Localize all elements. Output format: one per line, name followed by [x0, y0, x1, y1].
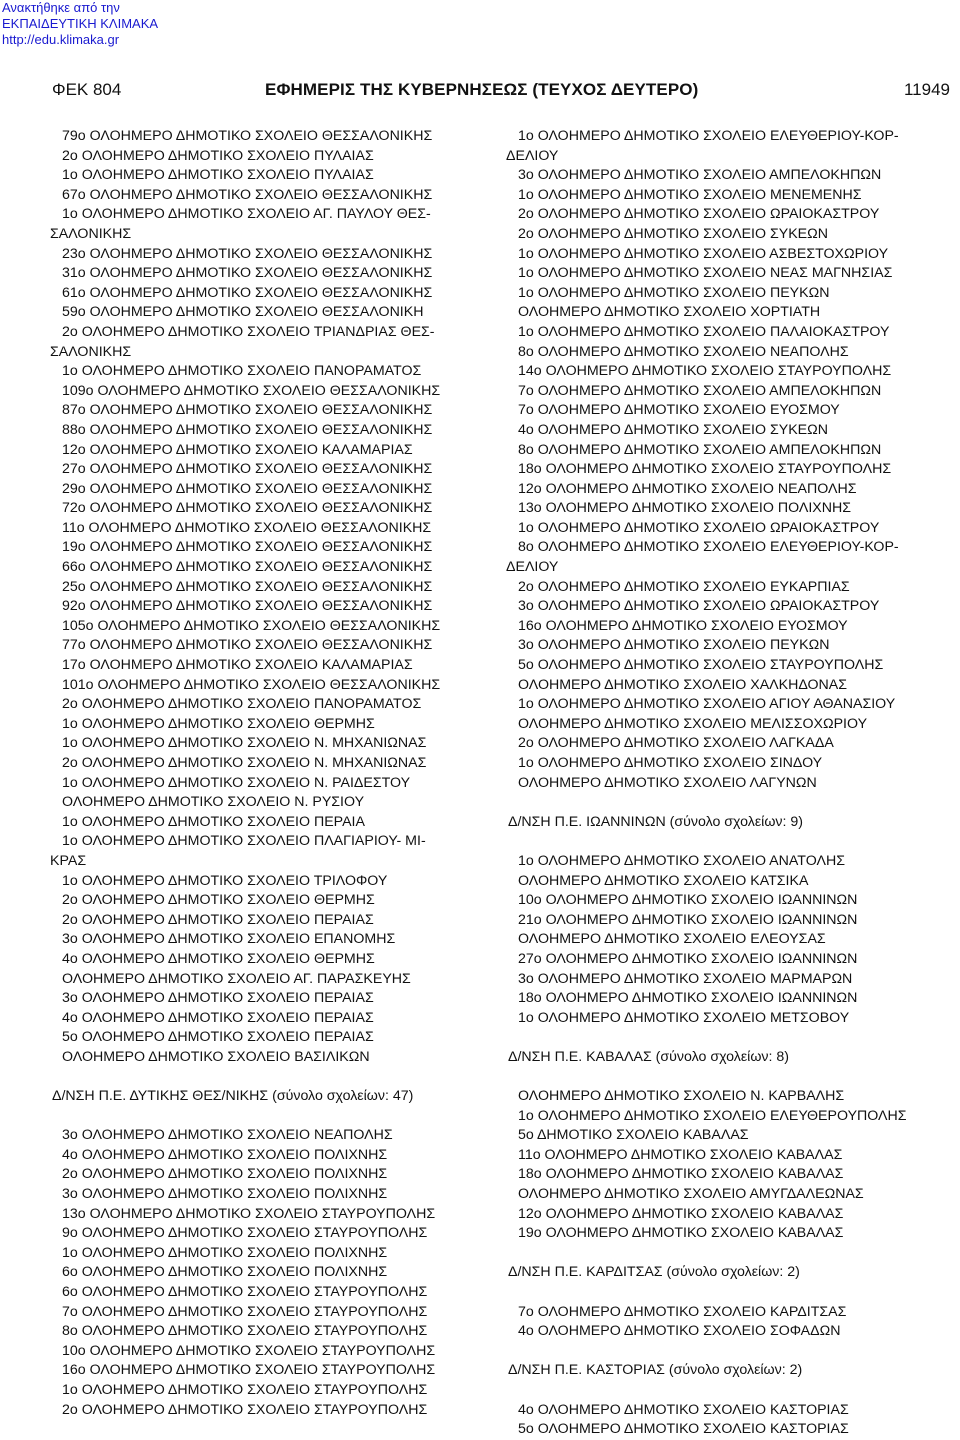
left-column	[50, 127, 492, 1420]
school-name: ΟΛΟΗΜΕΡΟ ΔΗΜΟΤΙΚΟ ΣΧΟΛΕΙΟ ΜΕΛΙΣΣΟΧΩΡΙΟΥ	[518, 715, 868, 732]
source-watermark	[2, 0, 158, 48]
school-name: 3ο ΟΛΟΗΜΕΡΟ ΔΗΜΟΤΙΚΟ ΣΧΟΛΕΙΟ ΜΑΡΜΑΡΩΝ	[518, 970, 853, 987]
school-name: 101ο ΟΛΟΗΜΕΡΟ ΔΗΜΟΤΙΚΟ ΣΧΟΛΕΙΟ ΘΕΣΣΑΛΟΝΙΚΗΣ	[62, 676, 441, 693]
school-name: 1ο ΟΛΟΗΜΕΡΟ ΔΗΜΟΤΙΚΟ ΣΧΟΛΕΙΟ ΤΡΙΛΟΦΟΥ	[62, 872, 388, 889]
school-name: 88ο ΟΛΟΗΜΕΡΟ ΔΗΜΟΤΙΚΟ ΣΧΟΛΕΙΟ ΘΕΣΣΑΛΟΝΙΚΗΣ	[62, 421, 433, 438]
school-name: 5ο ΟΛΟΗΜΕΡΟ ΔΗΜΟΤΙΚΟ ΣΧΟΛΕΙΟ ΠΕΡΑΙΑΣ	[62, 1029, 374, 1046]
school-name-continuation: ΔΕΛΙΟΥ	[506, 147, 559, 164]
spacer	[62, 1068, 492, 1088]
school-name: 3ο ΟΛΟΗΜΕΡΟ ΔΗΜΟΤΙΚΟ ΣΧΟΛΕΙΟ ΠΕΡΑΙΑΣ	[62, 990, 374, 1007]
school-name: 1ο ΟΛΟΗΜΕΡΟ ΔΗΜΟΤΙΚΟ ΣΧΟΛΕΙΟ ΕΛΕΥΘΕΡΟΥΠΟΛΗΣ	[518, 1107, 907, 1124]
right-column	[506, 127, 958, 1440]
school-name: 4ο ΟΛΟΗΜΕΡΟ ΔΗΜΟΤΙΚΟ ΣΧΟΛΕΙΟ ΣΟΦΑΔΩΝ	[518, 1323, 841, 1340]
school-name: 105ο ΟΛΟΗΜΕΡΟ ΔΗΜΟΤΙΚΟ ΣΧΟΛΕΙΟ ΘΕΣΣΑΛΟΝΙΚΗΣ	[62, 617, 441, 634]
school-name: 23ο ΟΛΟΗΜΕΡΟ ΔΗΜΟΤΙΚΟ ΣΧΟΛΕΙΟ ΘΕΣΣΑΛΟΝΙΚΗΣ	[62, 245, 433, 262]
directorate-heading: Δ/ΝΣΗ Π.Ε. ΚΑΣΤΟΡΙΑΣ (σύνολο σχολείων: 2)	[508, 1362, 803, 1379]
school-name: 1ο ΟΛΟΗΜΕΡΟ ΔΗΜΟΤΙΚΟ ΣΧΟΛΕΙΟ ΑΓΙΟΥ ΑΘΑΝΑΣΙΟΥ	[518, 696, 896, 713]
school-name: 12ο ΟΛΟΗΜΕΡΟ ΔΗΜΟΤΙΚΟ ΣΧΟΛΕΙΟ ΚΑΛΑΜΑΡΙΑΣ	[62, 441, 413, 458]
school-name: 2ο ΟΛΟΗΜΕΡΟ ΔΗΜΟΤΙΚΟ ΣΧΟΛΕΙΟ ΠΕΡΑΙΑΣ	[62, 911, 374, 928]
directorate-heading: Δ/ΝΣΗ Π.Ε. ΚΑΡΔΙΤΣΑΣ (σύνολο σχολείων: 2)	[508, 1264, 800, 1281]
issue-number: ΦΕΚ 804	[52, 80, 122, 99]
spacer	[518, 1381, 958, 1401]
school-name: 8ο ΟΛΟΗΜΕΡΟ ΔΗΜΟΤΙΚΟ ΣΧΟΛΕΙΟ ΕΛΕΥΘΕΡΙΟΥ-ΚΟΡ-	[518, 539, 899, 556]
school-name: 2ο ΟΛΟΗΜΕΡΟ ΔΗΜΟΤΙΚΟ ΣΧΟΛΕΙΟ ΩΡΑΙΟΚΑΣΤΡΟΥ	[518, 206, 880, 223]
school-name: 1ο ΟΛΟΗΜΕΡΟ ΔΗΜΟΤΙΚΟ ΣΧΟΛΕΙΟ Ν. ΜΗΧΑΝΙΩΝΑΣ	[62, 735, 427, 752]
watermark-url-link[interactable]: http://edu.klimaka.gr	[2, 32, 120, 47]
directorate-heading: Δ/ΝΣΗ Π.Ε. ΚΑΒΑΛΑΣ (σύνολο σχολείων: 8)	[508, 1048, 790, 1065]
school-name: 1ο ΟΛΟΗΜΕΡΟ ΔΗΜΟΤΙΚΟ ΣΧΟΛΕΙΟ ΜΕΤΣΟΒΟΥ	[518, 1009, 850, 1026]
school-name: 1ο ΟΛΟΗΜΕΡΟ ΔΗΜΟΤΙΚΟ ΣΧΟΛΕΙΟ ΕΛΕΥΘΕΡΙΟΥ-ΚΟΡ-	[518, 128, 899, 144]
school-name: 2ο ΟΛΟΗΜΕΡΟ ΔΗΜΟΤΙΚΟ ΣΧΟΛΕΙΟ Ν. ΜΗΧΑΝΙΩΝΑΣ	[62, 755, 427, 771]
spacer	[518, 793, 958, 813]
directorate-heading: Δ/ΝΣΗ Π.Ε. ΔΥΤΙΚΗΣ ΘΕΣ/ΝΙΚΗΣ (σύνολο σχολείων: 47)	[52, 1088, 414, 1105]
school-name: 2ο ΟΛΟΗΜΕΡΟ ΔΗΜΟΤΙΚΟ ΣΧΟΛΕΙΟ ΠΑΝΟΡΑΜΑΤΟΣ	[62, 696, 422, 713]
school-name: ΟΛΟΗΜΕΡΟ ΔΗΜΟΤΙΚΟ ΣΧΟΛΕΙΟ Ν. ΡΥΣΙΟΥ	[62, 794, 365, 811]
page-header	[52, 80, 950, 108]
school-name: 1ο ΟΛΟΗΜΕΡΟ ΔΗΜΟΤΙΚΟ ΣΧΟΛΕΙΟ ΝΕΑΣ ΜΑΓΝΗΣΙΑΣ	[518, 265, 893, 282]
school-name: 12ο ΟΛΟΗΜΕΡΟ ΔΗΜΟΤΙΚΟ ΣΧΟΛΕΙΟ ΝΕΑΠΟΛΗΣ	[518, 480, 857, 497]
spacer	[518, 832, 958, 852]
school-name: 2ο ΟΛΟΗΜΕΡΟ ΔΗΜΟΤΙΚΟ ΣΧΟΛΕΙΟ ΠΟΛΙΧΝΗΣ	[62, 1166, 388, 1183]
school-name: ΟΛΟΗΜΕΡΟ ΔΗΜΟΤΙΚΟ ΣΧΟΛΕΙΟ ΛΑΓΥΝΩΝ	[518, 774, 817, 791]
school-name: 10ο ΟΛΟΗΜΕΡΟ ΔΗΜΟΤΙΚΟ ΣΧΟΛΕΙΟ ΙΩΑΝΝΙΝΩΝ	[518, 892, 858, 909]
school-name: 8ο ΟΛΟΗΜΕΡΟ ΔΗΜΟΤΙΚΟ ΣΧΟΛΕΙΟ ΝΕΑΠΟΛΗΣ	[518, 343, 849, 360]
school-name: 11ο ΟΛΟΗΜΕΡΟ ΔΗΜΟΤΙΚΟ ΣΧΟΛΕΙΟ ΚΑΒΑΛΑΣ	[518, 1146, 843, 1163]
school-name: ΟΛΟΗΜΕΡΟ ΔΗΜΟΤΙΚΟ ΣΧΟΛΕΙΟ ΑΓ. ΠΑΡΑΣΚΕΥΗΣ	[62, 970, 411, 987]
school-name: 10ο ΟΛΟΗΜΕΡΟ ΔΗΜΟΤΙΚΟ ΣΧΟΛΕΙΟ ΣΤΑΥΡΟΥΠΟΛΗΣ	[62, 1342, 436, 1359]
school-name: 92ο ΟΛΟΗΜΕΡΟ ΔΗΜΟΤΙΚΟ ΣΧΟΛΕΙΟ ΘΕΣΣΑΛΟΝΙΚΗΣ	[62, 598, 433, 615]
school-name: 13ο ΟΛΟΗΜΕΡΟ ΔΗΜΟΤΙΚΟ ΣΧΟΛΕΙΟ ΠΟΛΙΧΝΗΣ	[518, 500, 852, 517]
school-name: 19ο ΟΛΟΗΜΕΡΟ ΔΗΜΟΤΙΚΟ ΣΧΟΛΕΙΟ ΚΑΒΑΛΑΣ	[518, 1225, 844, 1242]
school-name: 1ο ΟΛΟΗΜΕΡΟ ΔΗΜΟΤΙΚΟ ΣΧΟΛΕΙΟ ΠΕΡΑΙΑ	[62, 813, 365, 830]
school-name: ΟΛΟΗΜΕΡΟ ΔΗΜΟΤΙΚΟ ΣΧΟΛΕΙΟ Ν. ΚΑΡΒΑΛΗΣ	[518, 1088, 845, 1105]
school-name: 8ο ΟΛΟΗΜΕΡΟ ΔΗΜΟΤΙΚΟ ΣΧΟΛΕΙΟ ΑΜΠΕΛΟΚΗΠΩΝ	[518, 441, 882, 458]
school-name: 3ο ΟΛΟΗΜΕΡΟ ΔΗΜΟΤΙΚΟ ΣΧΟΛΕΙΟ ΝΕΑΠΟΛΗΣ	[62, 1127, 393, 1144]
school-name: 6ο ΟΛΟΗΜΕΡΟ ΔΗΜΟΤΙΚΟ ΣΧΟΛΕΙΟ ΣΤΑΥΡΟΥΠΟΛΗΣ	[62, 1284, 428, 1301]
school-name: 2ο ΟΛΟΗΜΕΡΟ ΔΗΜΟΤΙΚΟ ΣΧΟΛΕΙΟ ΠΥΛΑΙΑΣ	[62, 147, 374, 164]
school-name: 4ο ΟΛΟΗΜΕΡΟ ΔΗΜΟΤΙΚΟ ΣΧΟΛΕΙΟ ΘΕΡΜΗΣ	[62, 950, 375, 967]
school-name: 5ο ΟΛΟΗΜΕΡΟ ΔΗΜΟΤΙΚΟ ΣΧΟΛΕΙΟ ΚΑΣΤΟΡΙΑΣ	[518, 1421, 849, 1438]
school-name: 1ο ΟΛΟΗΜΕΡΟ ΔΗΜΟΤΙΚΟ ΣΧΟΛΕΙΟ ΠΛΑΓΙΑΡΙΟΥ- ΜΙ-	[62, 833, 426, 850]
school-name: 2ο ΟΛΟΗΜΕΡΟ ΔΗΜΟΤΙΚΟ ΣΧΟΛΕΙΟ ΣΤΑΥΡΟΥΠΟΛΗΣ	[62, 1401, 428, 1418]
school-name: 1ο ΟΛΟΗΜΕΡΟ ΔΗΜΟΤΙΚΟ ΣΧΟΛΕΙΟ ΘΕΡΜΗΣ	[62, 715, 375, 732]
spacer	[518, 1068, 958, 1088]
school-name-continuation: ΣΑΛΟΝΙΚΗΣ	[50, 225, 132, 242]
school-name: 2ο ΟΛΟΗΜΕΡΟ ΔΗΜΟΤΙΚΟ ΣΧΟΛΕΙΟ ΛΑΓΚΑΔΑ	[518, 735, 834, 752]
school-name: 4ο ΟΛΟΗΜΕΡΟ ΔΗΜΟΤΙΚΟ ΣΧΟΛΕΙΟ ΣΥΚΕΩΝ	[518, 421, 828, 438]
school-name: 4ο ΟΛΟΗΜΕΡΟ ΔΗΜΟΤΙΚΟ ΣΧΟΛΕΙΟ ΠΟΛΙΧΝΗΣ	[62, 1146, 388, 1163]
school-name: 1ο ΟΛΟΗΜΕΡΟ ΔΗΜΟΤΙΚΟ ΣΧΟΛΕΙΟ ΠΟΛΙΧΝΗΣ	[62, 1244, 388, 1261]
school-name: 109ο ΟΛΟΗΜΕΡΟ ΔΗΜΟΤΙΚΟ ΣΧΟΛΕΙΟ ΘΕΣΣΑΛΟΝΙΚΗΣ	[62, 382, 441, 399]
school-name: 12ο ΟΛΟΗΜΕΡΟ ΔΗΜΟΤΙΚΟ ΣΧΟΛΕΙΟ ΚΑΒΑΛΑΣ	[518, 1205, 844, 1222]
school-name: 1ο ΟΛΟΗΜΕΡΟ ΔΗΜΟΤΙΚΟ ΣΧΟΛΕΙΟ ΑΓ. ΠΑΥΛΟΥ ΘΕΣ-	[62, 206, 431, 223]
school-name: 11ο ΟΛΟΗΜΕΡΟ ΔΗΜΟΤΙΚΟ ΣΧΟΛΕΙΟ ΘΕΣΣΑΛΟΝΙΚΗΣ	[62, 519, 432, 536]
school-name: 2ο ΟΛΟΗΜΕΡΟ ΔΗΜΟΤΙΚΟ ΣΧΟΛΕΙΟ ΕΥΚΑΡΠΙΑΣ	[518, 578, 850, 595]
spacer	[62, 1107, 492, 1127]
school-name: 61ο ΟΛΟΗΜΕΡΟ ΔΗΜΟΤΙΚΟ ΣΧΟΛΕΙΟ ΘΕΣΣΑΛΟΝΙΚΗΣ	[62, 284, 433, 301]
school-name: 13ο ΟΛΟΗΜΕΡΟ ΔΗΜΟΤΙΚΟ ΣΧΟΛΕΙΟ ΣΤΑΥΡΟΥΠΟΛΗΣ	[62, 1205, 436, 1222]
school-name: 7ο ΟΛΟΗΜΕΡΟ ΔΗΜΟΤΙΚΟ ΣΧΟΛΕΙΟ ΚΑΡΔΙΤΣΑΣ	[518, 1303, 847, 1320]
school-name: 1ο ΟΛΟΗΜΕΡΟ ΔΗΜΟΤΙΚΟ ΣΧΟΛΕΙΟ ΑΝΑΤΟΛΗΣ	[518, 852, 845, 869]
school-name: ΟΛΟΗΜΕΡΟ ΔΗΜΟΤΙΚΟ ΣΧΟΛΕΙΟ ΑΜΥΓΔΑΛΕΩΝΑΣ	[518, 1186, 864, 1203]
school-name: 18ο ΟΛΟΗΜΕΡΟ ΔΗΜΟΤΙΚΟ ΣΧΟΛΕΙΟ ΚΑΒΑΛΑΣ	[518, 1166, 844, 1183]
school-name: 1ο ΟΛΟΗΜΕΡΟ ΔΗΜΟΤΙΚΟ ΣΧΟΛΕΙΟ ΑΣΒΕΣΤΟΧΩΡΙΟΥ	[518, 245, 889, 262]
school-name: 3ο ΟΛΟΗΜΕΡΟ ΔΗΜΟΤΙΚΟ ΣΧΟΛΕΙΟ ΑΜΠΕΛΟΚΗΠΩΝ	[518, 167, 882, 184]
school-name: 31ο ΟΛΟΗΜΕΡΟ ΔΗΜΟΤΙΚΟ ΣΧΟΛΕΙΟ ΘΕΣΣΑΛΟΝΙΚΗΣ	[62, 265, 433, 282]
school-name: 29ο ΟΛΟΗΜΕΡΟ ΔΗΜΟΤΙΚΟ ΣΧΟΛΕΙΟ ΘΕΣΣΑΛΟΝΙΚΗΣ	[62, 480, 433, 497]
school-name: 77ο ΟΛΟΗΜΕΡΟ ΔΗΜΟΤΙΚΟ ΣΧΟΛΕΙΟ ΘΕΣΣΑΛΟΝΙΚΗΣ	[62, 637, 433, 654]
school-name: 14ο ΟΛΟΗΜΕΡΟ ΔΗΜΟΤΙΚΟ ΣΧΟΛΕΙΟ ΣΤΑΥΡΟΥΠΟΛΗΣ	[518, 363, 892, 380]
school-name: 1ο ΟΛΟΗΜΕΡΟ ΔΗΜΟΤΙΚΟ ΣΧΟΛΕΙΟ ΠΥΛΑΙΑΣ	[62, 167, 374, 184]
gazette-title: ΕΦΗΜΕΡΙΣ ΤΗΣ ΚΥΒΕΡΝΗΣΕΩΣ (ΤΕΥΧΟΣ ΔΕΥΤΕΡΟ)	[265, 80, 699, 99]
school-name: 1ο ΟΛΟΗΜΕΡΟ ΔΗΜΟΤΙΚΟ ΣΧΟΛΕΙΟ Ν. ΡΑΙΔΕΣΤΟΥ	[62, 774, 411, 791]
school-name: 5ο ΔΗΜΟΤΙΚΟ ΣΧΟΛΕΙΟ ΚΑΒΑΛΑΣ	[518, 1127, 749, 1144]
school-name: 2ο ΟΛΟΗΜΕΡΟ ΔΗΜΟΤΙΚΟ ΣΧΟΛΕΙΟ ΣΥΚΕΩΝ	[518, 225, 828, 242]
watermark-line-2: ΕΚΠΑΙΔΕΥΤΙΚΗ ΚΛΙΜΑΚΑ	[2, 16, 159, 31]
school-name: 1ο ΟΛΟΗΜΕΡΟ ΔΗΜΟΤΙΚΟ ΣΧΟΛΕΙΟ ΠΕΥΚΩΝ	[518, 284, 830, 301]
school-name: 18ο ΟΛΟΗΜΕΡΟ ΔΗΜΟΤΙΚΟ ΣΧΟΛΕΙΟ ΙΩΑΝΝΙΝΩΝ	[518, 990, 858, 1007]
school-name: 1ο ΟΛΟΗΜΕΡΟ ΔΗΜΟΤΙΚΟ ΣΧΟΛΕΙΟ ΣΙΝΔΟΥ	[518, 755, 823, 771]
school-name: 2ο ΟΛΟΗΜΕΡΟ ΔΗΜΟΤΙΚΟ ΣΧΟΛΕΙΟ ΤΡΙΑΝΔΡΙΑΣ ΘΕΣ-	[62, 323, 435, 340]
school-name: 3ο ΟΛΟΗΜΕΡΟ ΔΗΜΟΤΙΚΟ ΣΧΟΛΕΙΟ ΠΟΛΙΧΝΗΣ	[62, 1186, 388, 1203]
school-name: 6ο ΟΛΟΗΜΕΡΟ ΔΗΜΟΤΙΚΟ ΣΧΟΛΕΙΟ ΠΟΛΙΧΝΗΣ	[62, 1264, 388, 1281]
school-name: 7ο ΟΛΟΗΜΕΡΟ ΔΗΜΟΤΙΚΟ ΣΧΟΛΕΙΟ ΑΜΠΕΛΟΚΗΠΩΝ	[518, 382, 882, 399]
school-name: 87ο ΟΛΟΗΜΕΡΟ ΔΗΜΟΤΙΚΟ ΣΧΟΛΕΙΟ ΘΕΣΣΑΛΟΝΙΚΗΣ	[62, 402, 433, 419]
page-number: 11949	[903, 80, 950, 99]
school-name: 2ο ΟΛΟΗΜΕΡΟ ΔΗΜΟΤΙΚΟ ΣΧΟΛΕΙΟ ΘΕΡΜΗΣ	[62, 892, 375, 909]
school-name: 25ο ΟΛΟΗΜΕΡΟ ΔΗΜΟΤΙΚΟ ΣΧΟΛΕΙΟ ΘΕΣΣΑΛΟΝΙΚΗΣ	[62, 578, 433, 595]
school-name: ΟΛΟΗΜΕΡΟ ΔΗΜΟΤΙΚΟ ΣΧΟΛΕΙΟ ΚΑΤΣΙΚΑ	[518, 872, 809, 889]
school-name: 1ο ΟΛΟΗΜΕΡΟ ΔΗΜΟΤΙΚΟ ΣΧΟΛΕΙΟ ΜΕΝΕΜΕΝΗΣ	[518, 186, 862, 203]
school-name: 17ο ΟΛΟΗΜΕΡΟ ΔΗΜΟΤΙΚΟ ΣΧΟΛΕΙΟ ΚΑΛΑΜΑΡΙΑΣ	[62, 657, 413, 674]
spacer	[518, 1342, 958, 1362]
school-name: 16ο ΟΛΟΗΜΕΡΟ ΔΗΜΟΤΙΚΟ ΣΧΟΛΕΙΟ ΣΤΑΥΡΟΥΠΟΛΗΣ	[62, 1362, 436, 1379]
school-name: 79ο ΟΛΟΗΜΕΡΟ ΔΗΜΟΤΙΚΟ ΣΧΟΛΕΙΟ ΘΕΣΣΑΛΟΝΙΚΗΣ	[62, 128, 433, 144]
school-name: 7ο ΟΛΟΗΜΕΡΟ ΔΗΜΟΤΙΚΟ ΣΧΟΛΕΙΟ ΕΥΟΣΜΟΥ	[518, 402, 840, 419]
school-name: 5ο ΟΛΟΗΜΕΡΟ ΔΗΜΟΤΙΚΟ ΣΧΟΛΕΙΟ ΣΤΑΥΡΟΥΠΟΛΗΣ	[518, 657, 884, 674]
school-name: 1ο ΟΛΟΗΜΕΡΟ ΔΗΜΟΤΙΚΟ ΣΧΟΛΕΙΟ ΠΑΛΑΙΟΚΑΣΤΡΟΥ	[518, 323, 890, 340]
school-name: 3ο ΟΛΟΗΜΕΡΟ ΔΗΜΟΤΙΚΟ ΣΧΟΛΕΙΟ ΕΠΑΝΟΜΗΣ	[62, 931, 396, 948]
school-name: 1ο ΟΛΟΗΜΕΡΟ ΔΗΜΟΤΙΚΟ ΣΧΟΛΕΙΟ ΣΤΑΥΡΟΥΠΟΛΗΣ	[62, 1382, 428, 1398]
school-name: 27ο ΟΛΟΗΜΕΡΟ ΔΗΜΟΤΙΚΟ ΣΧΟΛΕΙΟ ΙΩΑΝΝΙΝΩΝ	[518, 950, 858, 967]
school-name: 27ο ΟΛΟΗΜΕΡΟ ΔΗΜΟΤΙΚΟ ΣΧΟΛΕΙΟ ΘΕΣΣΑΛΟΝΙΚΗΣ	[62, 461, 433, 478]
school-name-continuation: ΔΕΛΙΟΥ	[506, 559, 559, 576]
school-name: 9ο ΟΛΟΗΜΕΡΟ ΔΗΜΟΤΙΚΟ ΣΧΟΛΕΙΟ ΣΤΑΥΡΟΥΠΟΛΗΣ	[62, 1225, 428, 1242]
school-name: 67ο ΟΛΟΗΜΕΡΟ ΔΗΜΟΤΙΚΟ ΣΧΟΛΕΙΟ ΘΕΣΣΑΛΟΝΙΚΗΣ	[62, 186, 433, 203]
school-name: 66ο ΟΛΟΗΜΕΡΟ ΔΗΜΟΤΙΚΟ ΣΧΟΛΕΙΟ ΘΕΣΣΑΛΟΝΙΚΗΣ	[62, 559, 433, 576]
school-name: 18ο ΟΛΟΗΜΕΡΟ ΔΗΜΟΤΙΚΟ ΣΧΟΛΕΙΟ ΣΤΑΥΡΟΥΠΟΛΗΣ	[518, 461, 892, 478]
school-name: 19ο ΟΛΟΗΜΕΡΟ ΔΗΜΟΤΙΚΟ ΣΧΟΛΕΙΟ ΘΕΣΣΑΛΟΝΙΚΗΣ	[62, 539, 433, 556]
spacer	[518, 1283, 958, 1303]
spacer	[518, 1028, 958, 1048]
school-name: ΟΛΟΗΜΕΡΟ ΔΗΜΟΤΙΚΟ ΣΧΟΛΕΙΟ ΒΑΣΙΛΙΚΩΝ	[62, 1048, 370, 1065]
spacer	[518, 1244, 958, 1264]
school-name: 4ο ΟΛΟΗΜΕΡΟ ΔΗΜΟΤΙΚΟ ΣΧΟΛΕΙΟ ΚΑΣΤΟΡΙΑΣ	[518, 1401, 849, 1418]
school-name: 7ο ΟΛΟΗΜΕΡΟ ΔΗΜΟΤΙΚΟ ΣΧΟΛΕΙΟ ΣΤΑΥΡΟΥΠΟΛΗΣ	[62, 1303, 428, 1320]
school-name: ΟΛΟΗΜΕΡΟ ΔΗΜΟΤΙΚΟ ΣΧΟΛΕΙΟ ΕΛΕΟΥΣΑΣ	[518, 931, 826, 948]
school-name: 59ο ΟΛΟΗΜΕΡΟ ΔΗΜΟΤΙΚΟ ΣΧΟΛΕΙΟ ΘΕΣΣΑΛΟΝΙΚΗ	[62, 304, 424, 321]
watermark-line-1: Ανακτήθηκε από την	[2, 0, 120, 15]
school-name: 21ο ΟΛΟΗΜΕΡΟ ΔΗΜΟΤΙΚΟ ΣΧΟΛΕΙΟ ΙΩΑΝΝΙΝΩΝ	[518, 911, 858, 928]
school-name: 8ο ΟΛΟΗΜΕΡΟ ΔΗΜΟΤΙΚΟ ΣΧΟΛΕΙΟ ΣΤΑΥΡΟΥΠΟΛΗΣ	[62, 1323, 428, 1340]
school-name-continuation: ΣΑΛΟΝΙΚΗΣ	[50, 343, 132, 360]
school-name-continuation: ΚΡΑΣ	[50, 852, 87, 869]
school-name: 3ο ΟΛΟΗΜΕΡΟ ΔΗΜΟΤΙΚΟ ΣΧΟΛΕΙΟ ΠΕΥΚΩΝ	[518, 637, 830, 654]
school-name: 1ο ΟΛΟΗΜΕΡΟ ΔΗΜΟΤΙΚΟ ΣΧΟΛΕΙΟ ΩΡΑΙΟΚΑΣΤΡΟΥ	[518, 519, 880, 536]
school-name: ΟΛΟΗΜΕΡΟ ΔΗΜΟΤΙΚΟ ΣΧΟΛΕΙΟ ΧΑΛΚΗΔΟΝΑΣ	[518, 676, 848, 693]
school-name: 16ο ΟΛΟΗΜΕΡΟ ΔΗΜΟΤΙΚΟ ΣΧΟΛΕΙΟ ΕΥΟΣΜΟΥ	[518, 617, 848, 634]
school-name: 4ο ΟΛΟΗΜΕΡΟ ΔΗΜΟΤΙΚΟ ΣΧΟΛΕΙΟ ΠΕΡΑΙΑΣ	[62, 1009, 374, 1026]
school-name: ΟΛΟΗΜΕΡΟ ΔΗΜΟΤΙΚΟ ΣΧΟΛΕΙΟ ΧΟΡΤΙΑΤΗ	[518, 304, 821, 321]
school-name: 1ο ΟΛΟΗΜΕΡΟ ΔΗΜΟΤΙΚΟ ΣΧΟΛΕΙΟ ΠΑΝΟΡΑΜΑΤΟΣ	[62, 363, 422, 380]
school-name: 3ο ΟΛΟΗΜΕΡΟ ΔΗΜΟΤΙΚΟ ΣΧΟΛΕΙΟ ΩΡΑΙΟΚΑΣΤΡΟΥ	[518, 598, 880, 615]
directorate-heading: Δ/ΝΣΗ Π.Ε. ΙΩΑΝΝΙΝΩΝ (σύνολο σχολείων: 9)	[508, 813, 803, 830]
school-name: 72ο ΟΛΟΗΜΕΡΟ ΔΗΜΟΤΙΚΟ ΣΧΟΛΕΙΟ ΘΕΣΣΑΛΟΝΙΚΗΣ	[62, 500, 433, 517]
